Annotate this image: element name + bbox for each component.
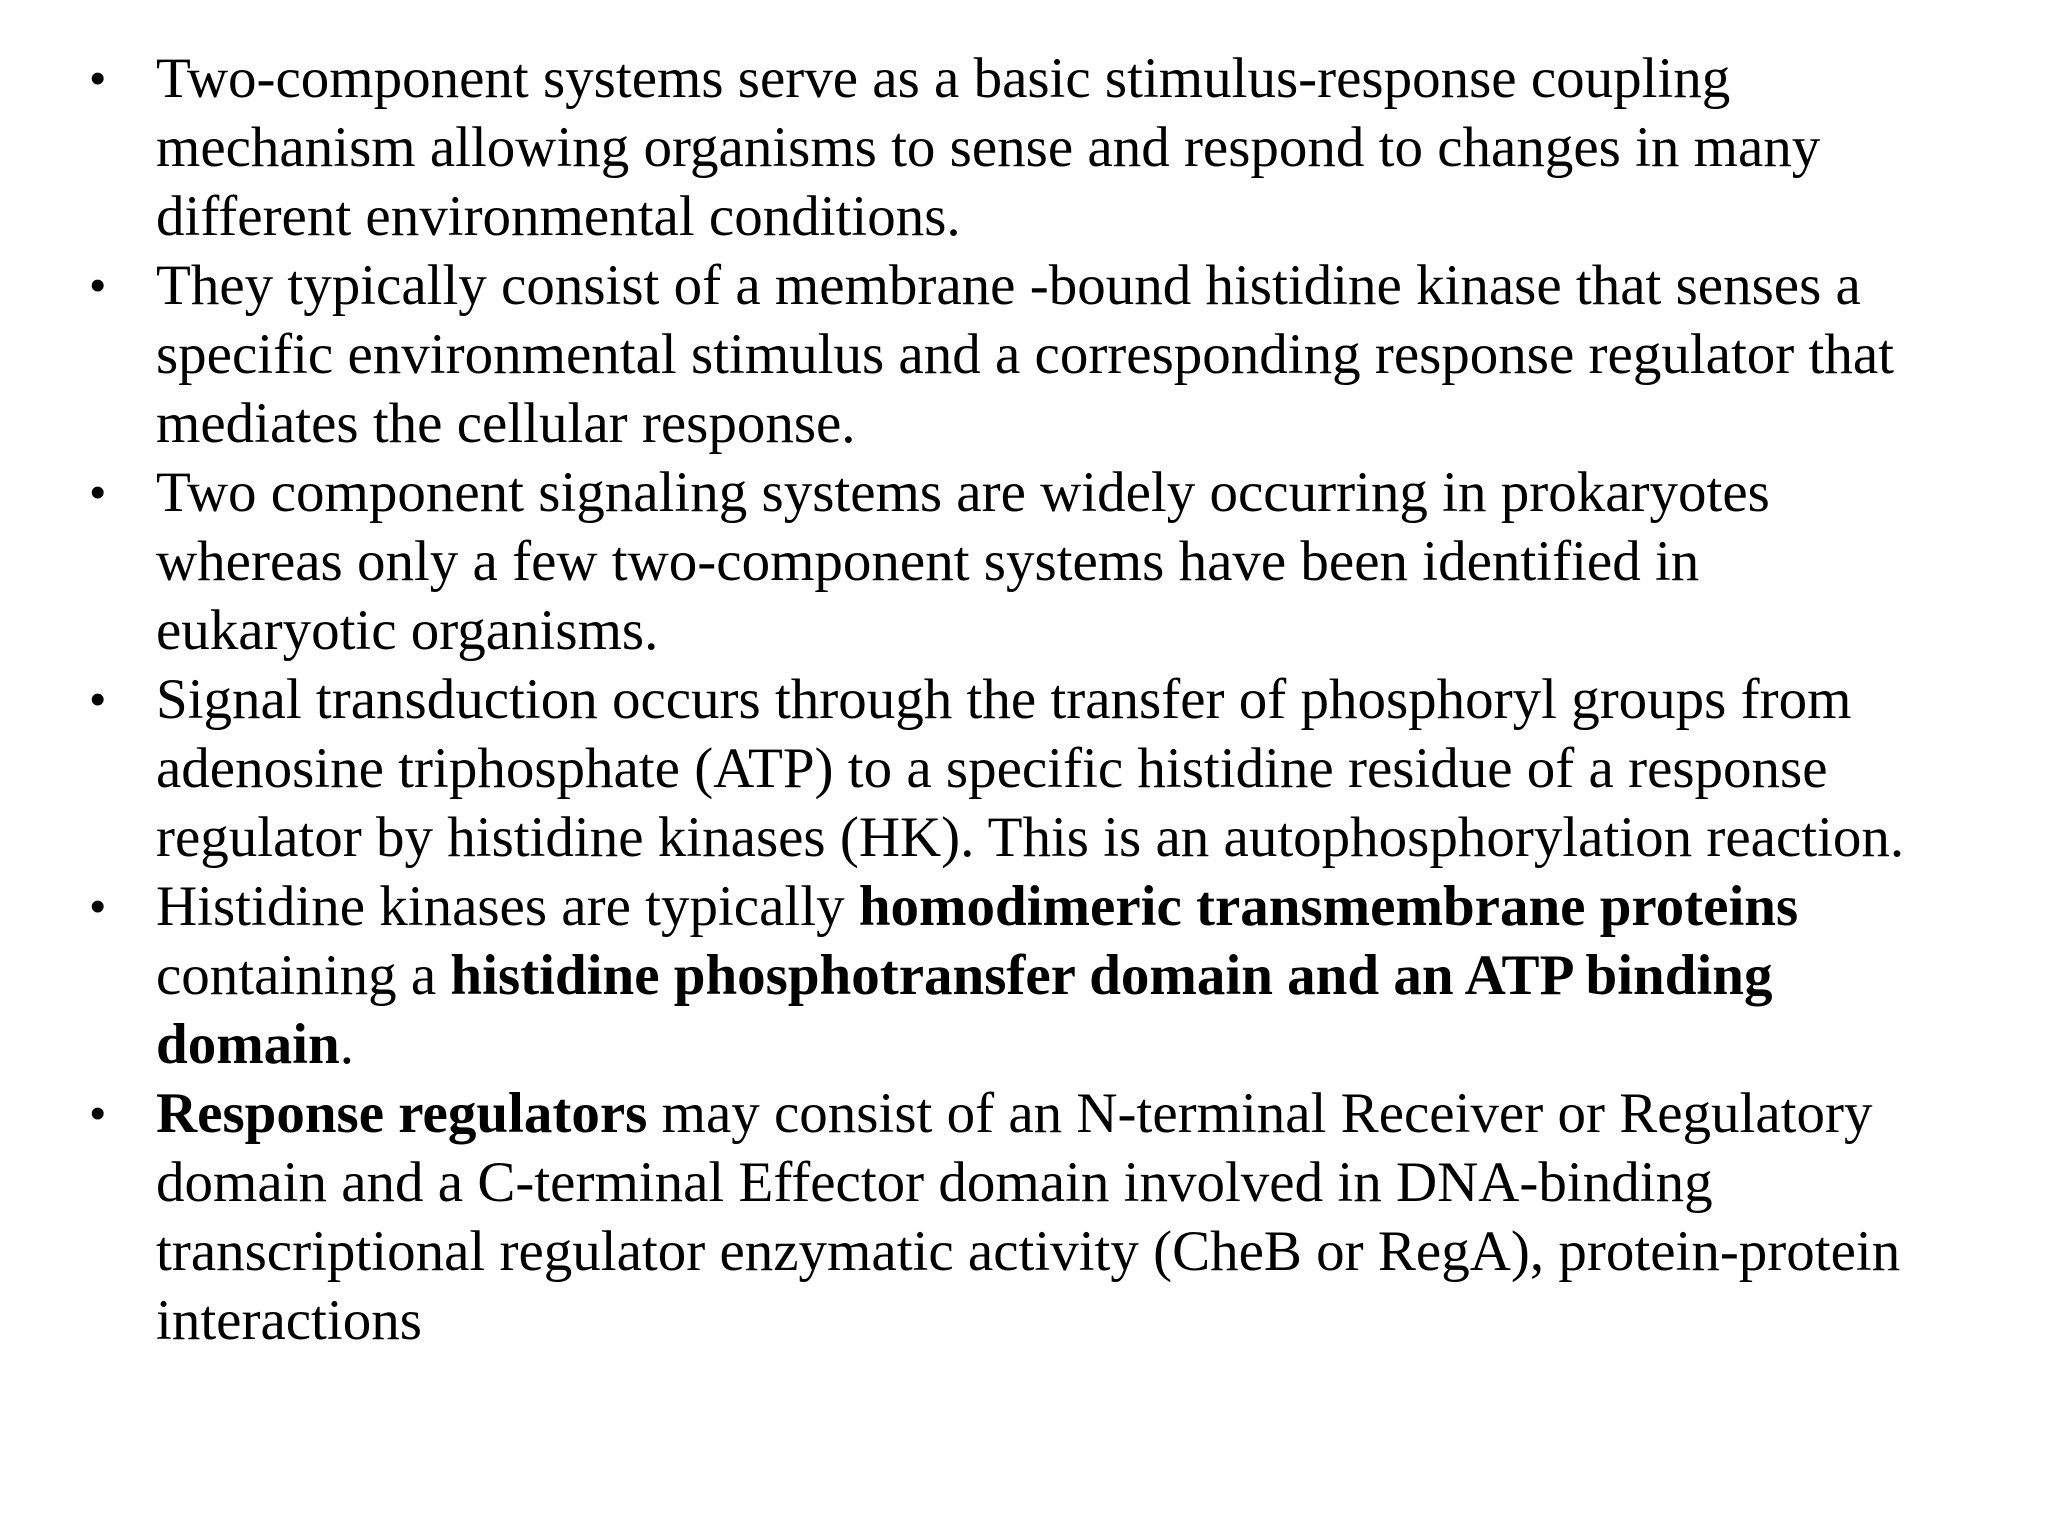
bullet-dot-icon: • [90,54,106,103]
bullet-text: . [339,1013,354,1076]
bullet-text: Two-component systems serve as a basic stimulus-response coupling mechanism allowing organisms to sense and respond to changes in many different environmental conditions. [156,47,1821,248]
bullet-item-1 [80,44,1940,251]
bullet-dot-icon: • [90,468,106,517]
bullet-item-6 [80,1079,1940,1355]
bullet-text: may consist of an N-terminal Receiver or Regulatory domain and a C-terminal Effector domain involved in DNA-binding transcriptional regulator enzymatic activity (CheB or RegA), protein-protein interactions [156,1082,1901,1352]
bullet-text: Signal transduction occurs through the transfer of phosphoryl groups from adenosine triphosphate (ATP) to a specific histidine residue of a response regulator by histidine kinases (HK). This is an autophosphorylation reaction. [156,668,1905,869]
bold-term: histidine phosphotransfer domain and an ATP binding domain [156,944,1773,1076]
bullet-text: Two component signaling systems are widely occurring in prokaryotes whereas only a few two-component systems have been identified in eukaryotic organisms. [156,461,1770,662]
bullet-item-2 [80,251,1940,458]
bold-term: homodimeric transmembrane proteins [858,875,1799,938]
bullet-dot-icon: • [90,261,106,310]
bullet-dot-icon: • [90,675,106,724]
bullet-item-3 [80,458,1940,665]
bullet-list [80,44,1940,1355]
bullet-dot-icon: • [90,1089,106,1138]
bullet-item-4 [80,665,1940,872]
bullet-text: They typically consist of a membrane -bound histidine kinase that senses a specific environmental stimulus and a corresponding response regulator that mediates the cellular response. [156,254,1894,455]
bullet-item-5 [80,872,1940,1079]
bullet-text: Histidine kinases are typically [156,875,859,938]
bold-term: Response regulators [156,1082,648,1145]
bullet-dot-icon: • [90,882,106,931]
bullet-text: containing a [156,944,451,1007]
